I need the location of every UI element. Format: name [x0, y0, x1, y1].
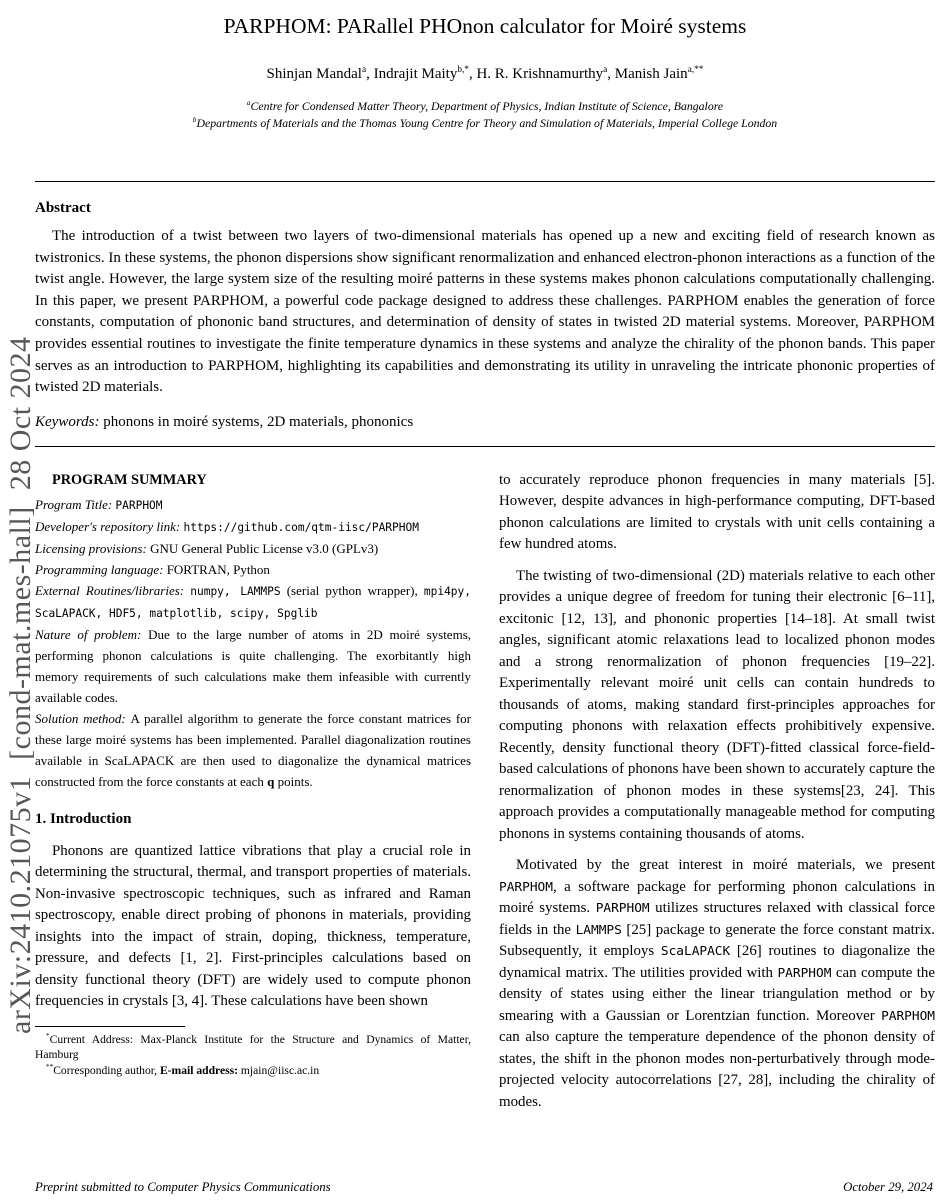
keywords-line	[35, 414, 935, 431]
text-segment: can also capture the temperature dependence of the phonon density of states, the shift in the phonon modes non-perturbatively through mode-projected velocity autocorrelations [27, 28], including the chirality of modes.	[499, 1029, 935, 1110]
body-paragraph-3	[499, 855, 935, 1113]
text-segment: Solution method:	[35, 710, 131, 726]
ps-item-external-routines	[35, 580, 471, 624]
text-segment: PARPHOM	[115, 498, 163, 512]
text-segment: a	[361, 65, 367, 75]
text-segment: Program Title:	[35, 496, 116, 512]
ps-item-licensing	[35, 538, 471, 559]
text-segment: Corresponding author,	[53, 1063, 160, 1077]
two-column-body	[35, 470, 935, 1114]
ps-item-solution-method	[35, 708, 471, 792]
divider-mid	[35, 446, 935, 447]
footer-journal-note: Preprint submitted to Computer Physics Communications	[35, 1180, 331, 1194]
text-segment: q	[267, 773, 275, 789]
affiliation-a	[35, 98, 935, 115]
text-segment: a,**	[687, 65, 704, 75]
affiliations	[35, 98, 935, 131]
text-segment: **	[46, 1062, 54, 1071]
text-segment: Keywords:	[35, 413, 104, 430]
text-segment: , H. R. Krishnamurthy	[468, 66, 604, 82]
text-segment: PARPHOM	[595, 901, 650, 917]
affiliation-b	[35, 115, 935, 132]
text-segment: a	[246, 98, 251, 108]
body-paragraph-1: to accurately reproduce phonon frequencies in many materials [5]. However, despite advances in high-performance computing, DFT-based phonon calculations are limited to crystals with unit cells containing a few hundred atoms.	[499, 471, 935, 553]
text-segment: *	[46, 1031, 50, 1040]
text-segment: mpi4py, ScaLAPACK, HDF5, matplotlib, scipy, Spglib	[35, 584, 471, 620]
authors-line	[35, 66, 935, 83]
body-paragraph-2: The twisting of two-dimensional (2D) materials relative to each other provides a unique degree of freedom for tuning their electronic [6–11], excitonic [12, 13], and phononic properties [14–18]. At small twist angles, significant atomic relaxations lead to localized phonon modes and a strong renormalization of phonon frequencies [19–22]. Experimentally relevant moiré unit cells can contain hundreds to thousands of atoms, making standard first-principles approaches for computing phonons with relaxation effects prohibitively expensive. Recently, density functional theory (DFT)-fitted classical force-field-based calculations of phonons have been shown to accurately capture the renormalization of phonon modes in these systems[23, 24]. This approach provides a computationally manageable method for computing phonons in systems containing thousands of atoms.	[499, 567, 935, 842]
text-segment: E-mail address:	[159, 1063, 241, 1077]
abstract-text: The introduction of a twist between two layers of two-dimensional materials has opened up a new and exciting field of research known as twistronics. In these systems, the phonon dispersions show significant renormalization and enhanced electron-phonon interactions as a function of the twist angle. However, the large system size of the resulting moiré patterns in these systems makes phonon calculations computationally challenging. In this paper, we present PARPHOM, a powerful code package designed to address these challenges. PARPHOM enables the generation of force constants, computation of phononic band structures, and determination of density of states in twisted 2D material systems. Moreover, PARPHOM provides essential routines to investigate the finite temperature dynamics in these systems and analyze the chirality of the phonon bands. This paper serves as an introduction to PARPHOM, highlighting its capabilities and demonstrating its utility in unraveling the intricate phononic properties of twisted 2D materials.	[35, 228, 935, 396]
right-column	[499, 470, 935, 1114]
ps-item-nature-of-problem	[35, 624, 471, 708]
text-segment: Due to the large number of atoms in 2D moiré systems, performing phonon calculations is quite challenging. The exorbitantly high memory requirements of such calculations make them infeasible with currently available codes.	[35, 626, 471, 705]
text-segment: Motivated by the great interest in moiré materials, we present	[516, 857, 935, 874]
divider-top	[35, 181, 935, 182]
ps-item-repository-link	[35, 516, 471, 538]
section-heading-introduction: 1. Introduction	[35, 810, 132, 827]
footer-date: October 29, 2024	[843, 1180, 933, 1194]
left-column	[35, 470, 471, 1114]
text-segment: Departments of Materials and the Thomas Young Centre for Theory and Simulation of Materials, Imperial College London	[196, 115, 778, 130]
text-segment: phonons in moiré systems, 2D materials, phononics	[103, 413, 414, 430]
introduction-paragraph: Phonons are quantized lattice vibrations that play a crucial role in determining the structural, thermal, and transport properties of materials. Non-invasive spectroscopic techniques, such as infrared and Raman spectroscopy, enable direct probing of phonons in materials, providing insights into the impact of strain, doping, thickness, temperature, pressure, and defects [1, 2]. First-principles calculations based on density functional theory (DFT) are widely used to compute phonon frequencies in crystals [3, 4]. These calculations have been shown	[35, 842, 471, 1010]
footnote-rule	[35, 1026, 185, 1027]
repository-link[interactable]: https://github.com/qtm-iisc/PARPHOM	[183, 520, 419, 534]
arxiv-watermark: arXiv:2410.21075v1 [cond-mat.mes-hall] 28 Oct 2024	[4, 336, 37, 1034]
text-segment: A parallel algorithm to generate the force constant matrices for these large moiré systems has been implemented. Parallel diagonalization routines available in ScaLAPACK are then used to diagonalize the dynamical matrices constructed from the force constants at each	[35, 710, 472, 789]
text-segment: PARPHOM	[881, 1008, 935, 1024]
paper-title: PARPHOM: PARallel PHOnon calculator for Moiré systems	[223, 14, 747, 38]
text-segment: a	[603, 65, 608, 75]
text-segment: [26] routines to diagonalize the dynamical matrix. The utilities provided with	[499, 943, 935, 981]
text-segment: Licensing provisions:	[35, 540, 151, 556]
text-segment: Developer's repository link:	[35, 518, 184, 534]
text-segment: utilizes structures relaxed with classical force fields in the	[499, 900, 936, 938]
text-segment: b	[192, 114, 197, 124]
page-footer	[35, 1180, 933, 1195]
ps-item-program-title	[35, 494, 471, 516]
text-segment: ScaLAPACK	[660, 944, 731, 960]
text-segment: Nature of problem:	[35, 626, 149, 642]
abstract-heading: Abstract	[35, 200, 91, 216]
program-summary-heading: PROGRAM SUMMARY	[52, 471, 207, 488]
text-segment: [25] package to generate the force constant matrix. Subsequently, it employs	[499, 921, 936, 960]
abstract-section	[35, 200, 935, 431]
text-segment: , Manish Jain	[607, 66, 688, 82]
text-segment: PARPHOM	[777, 965, 832, 981]
text-segment: FORTRAN, Python	[166, 561, 270, 577]
paper-header	[35, 14, 935, 131]
text-segment: Current Address: Max-Planck Institute for the Structure and Dynamics of Matter, Hamburg	[35, 1032, 471, 1062]
text-segment: numpy, LAMMPS	[190, 584, 281, 598]
text-segment: Centre for Condensed Matter Theory, Department of Physics, Indian Institute of Science, Bangalore	[250, 99, 724, 113]
footnote-current-address	[35, 1032, 471, 1063]
text-segment: can compute the density of states using either the linear triangulation method or by smearing with a Gaussian or Lorentzian function. Moreover	[499, 964, 935, 1024]
footnote-block	[35, 1026, 471, 1079]
email-address[interactable]: mjain@iisc.ac.in	[240, 1063, 320, 1077]
text-segment: PARPHOM	[499, 879, 553, 895]
text-segment: External Routines/libraries:	[35, 582, 191, 598]
text-segment: Shinjan Mandal	[266, 66, 362, 82]
text-segment: (serial python wrapper),	[280, 582, 424, 598]
text-segment: LAMMPS	[575, 922, 622, 938]
text-segment: , Indrajit Maity	[366, 66, 458, 82]
text-segment: b,*	[457, 65, 469, 75]
text-segment: Programming language:	[35, 561, 167, 577]
footnote-corresponding-author	[35, 1063, 471, 1079]
text-segment: points.	[274, 773, 313, 789]
text-segment: , a software package for performing phonon calculations in moiré systems.	[499, 878, 935, 917]
text-segment: GNU General Public License v3.0 (GPLv3)	[150, 540, 379, 556]
ps-item-language	[35, 559, 471, 580]
